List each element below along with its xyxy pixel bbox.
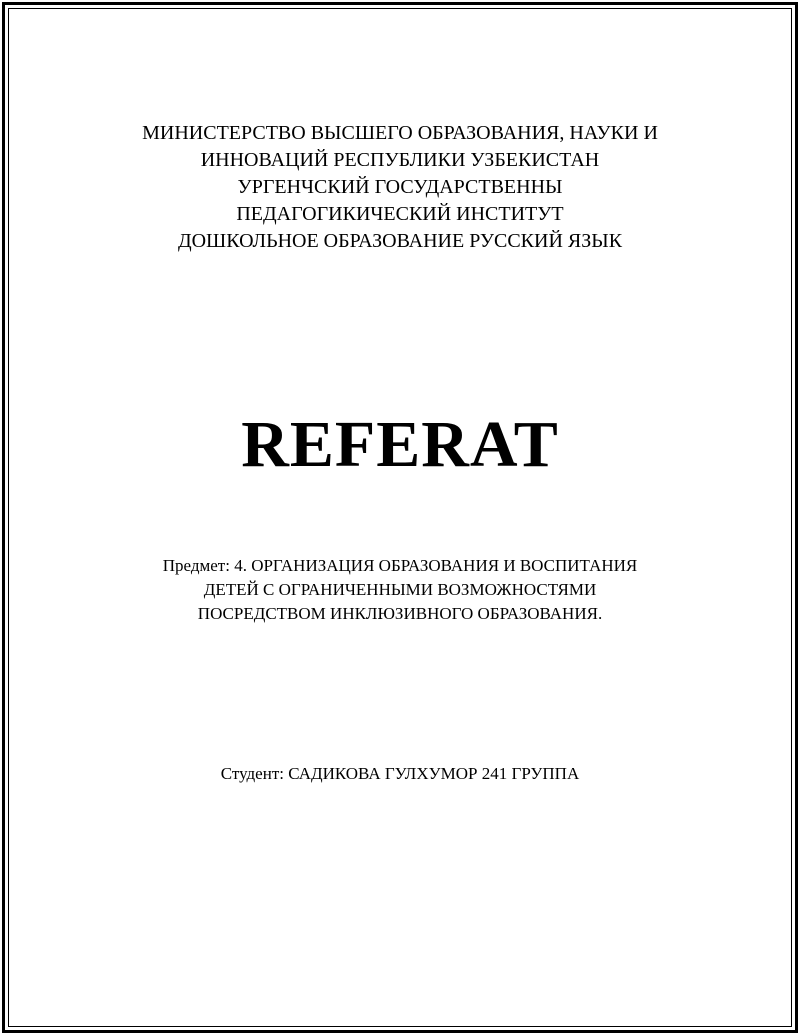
header-line-ministry: МИНИСТЕРСТВО ВЫСШЕГО ОБРАЗОВАНИЯ, НАУКИ И [142,122,658,144]
header-line-university: УРГЕНЧСКИЙ ГОСУДАРСТВЕННЫ [237,176,563,198]
subject-line-3: ПОСРЕДСТВОМ ИНКЛЮЗИВНОГО ОБРАЗОВАНИЯ. [197,604,603,623]
header-line-faculty: ДОШКОЛЬНОЕ ОБРАЗОВАНИЕ РУССКИЙ ЯЗЫК [177,230,623,252]
subject-block [0,554,800,626]
header-line-institute: ПЕДАГОГИКИЧЕСКИЙ ИНСТИТУТ [236,203,564,225]
document-title: REFERAT [241,408,559,481]
student-info: Студент: САДИКОВА ГУЛХУМОР 241 ГРУППА [220,764,580,783]
header-line-republic: ИННОВАЦИЙ РЕСПУБЛИКИ УЗБЕКИСТАН [200,149,600,171]
subject-line-1: Предмет: 4. ОРГАНИЗАЦИЯ ОБРАЗОВАНИЯ И ВОСПИТАНИЯ [162,556,638,575]
subject-line-2: ДЕТЕЙ С ОГРАНИЧЕННЫМИ ВОЗМОЖНОСТЯМИ [203,580,597,599]
institution-header [0,120,800,255]
